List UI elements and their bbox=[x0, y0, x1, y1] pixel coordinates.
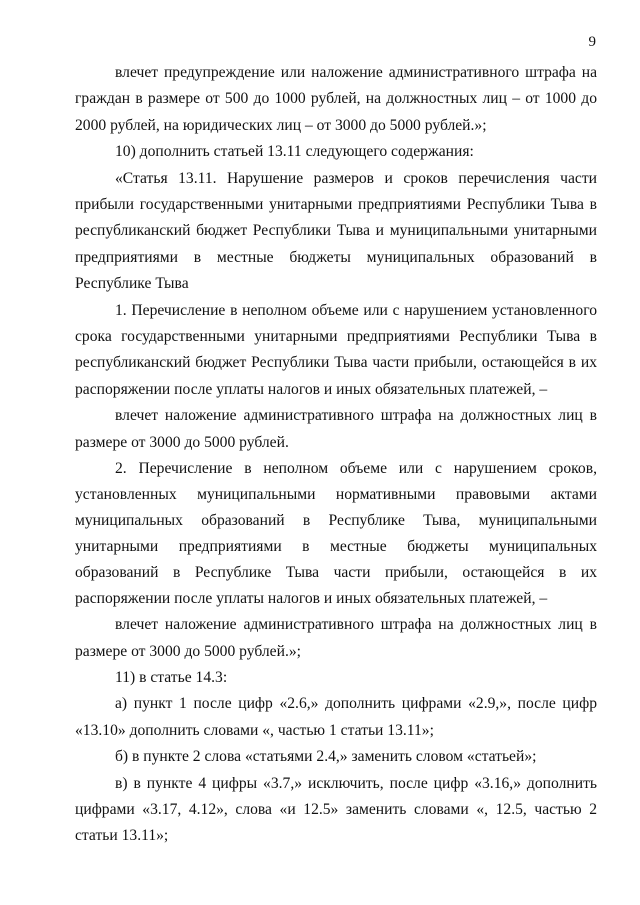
paragraph-item-11: 11) в статье 14.3: bbox=[115, 668, 228, 686]
paragraph-article-13-11-title: «Статья 13.11. Нарушение размеров и сроков перечисления части прибыли государственными унитарными предприятиями Республики Тыва в республиканский бюджет Республики Тыва и муниципальными унитарными предприятиями в местные бюджеты муниципальных образований в Республике Тыва bbox=[75, 169, 597, 293]
paragraph-part-1-penalty: влечет наложение административного штрафа на должностных лиц в размере от 3000 до 5000 рублей. bbox=[75, 407, 597, 451]
paragraph-subitem-a: а) пункт 1 после цифр «2.6,» дополнить цифрами «2.9,», после цифр «13.10» дополнить словами «, частью 1 статьи 13.11»; bbox=[75, 695, 597, 739]
paragraph-penalty-citizens: влечет предупреждение или наложение административного штрафа на граждан в размере от 500 до 1000 рублей, на должностных лиц – от 1000 до 2000 рублей, на юридических лиц – от 3000 до 5000 рублей.»; bbox=[75, 64, 597, 134]
paragraph-item-10: 10) дополнить статьей 13.11 следующего содержания: bbox=[115, 143, 474, 161]
paragraph-part-2: 2. Перечисление в неполном объеме или с нарушением сроков, установленных муниципальными нормативными правовыми актами муниципальных образований в Республике Тыва, муниципальными унитарными предприятиями в местные бюджеты муниципальных образований в Республике Тыва части прибыли, остающейся в их распоряжении после уплаты налогов и иных обязательных платежей, – bbox=[75, 460, 597, 608]
paragraph-subitem-v: в) в пункте 4 цифры «3.7,» исключить, после цифр «3.16,» дополнить цифрами «3.17, 4.12», слова «и 12.5» заменить словами «, 12.5, частью 2 статьи 13.11»; bbox=[75, 774, 597, 845]
paragraph-part-1: 1. Перечисление в неполном объеме или с нарушением установленного срока государственными унитарными предприятиями Республики Тыва в республиканский бюджет Республики Тыва части прибыли, остающейся в их распоряжении после уплаты налогов и иных обязательных платежей, – bbox=[75, 301, 597, 398]
page-number: 9 bbox=[588, 34, 596, 50]
paragraph-part-2-penalty: влечет наложение административного штрафа на должностных лиц в размере от 3000 до 5000 рублей.»; bbox=[75, 616, 597, 660]
paragraph-subitem-b: б) в пункте 2 слова «статьями 2.4,» заменить словом «статьей»; bbox=[115, 748, 537, 766]
document-body bbox=[75, 60, 597, 850]
